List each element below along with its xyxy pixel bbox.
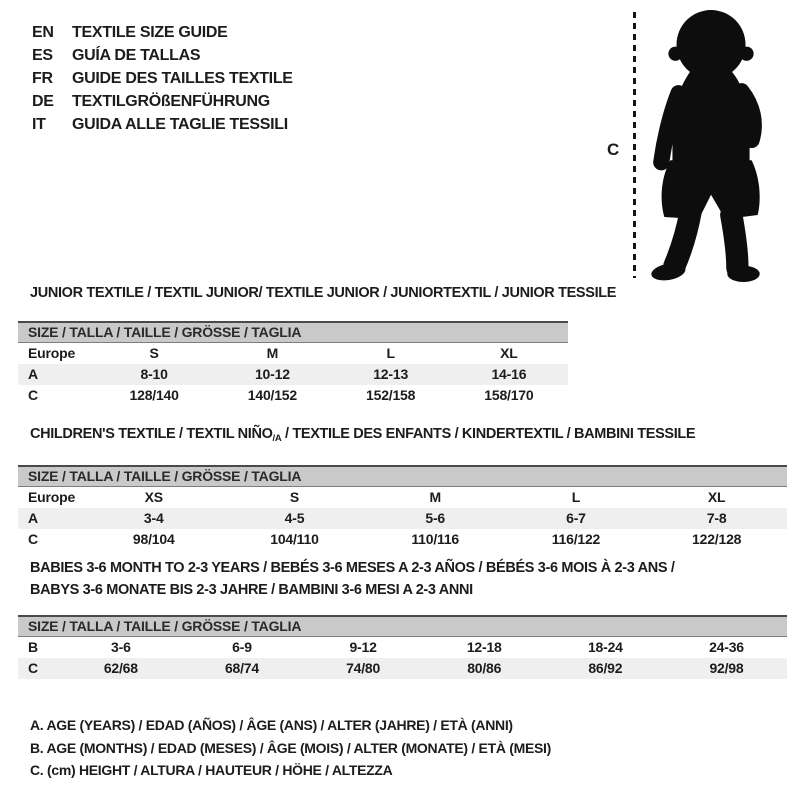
section-title-line	[30, 426, 800, 447]
language-row	[32, 44, 293, 67]
section-junior-textile	[0, 285, 800, 406]
table-row	[18, 385, 568, 406]
value-cell: 158/170	[484, 387, 534, 403]
table-row	[18, 343, 568, 364]
section-title-text: / TEXTILE DES ENFANTS / KINDERTEXTIL / BAMBINI TESSILE	[281, 426, 696, 442]
value-cell: 80/86	[467, 660, 502, 676]
table-rows	[18, 637, 787, 679]
height-dashed-line	[633, 12, 636, 278]
value-cell: 92/98	[709, 660, 744, 676]
section-title-line	[30, 557, 800, 579]
size-table	[18, 615, 787, 679]
language-title: TEXTILGRÖßENFÜHRUNG	[72, 93, 270, 110]
value-cell: 10-12	[254, 366, 290, 382]
value-cell: 104/110	[270, 531, 319, 547]
figure-height-label: C	[607, 140, 620, 159]
table-row	[18, 508, 787, 529]
value-cell: 86/92	[588, 660, 623, 676]
section-babies-textile	[0, 557, 800, 679]
value-cell: 12-18	[466, 639, 502, 655]
row-label-cell: C	[28, 531, 38, 547]
value-cell: XL	[707, 489, 726, 505]
size-header-bar: SIZE / TALLA / TAILLE / GRÖSSE / TAGLIA	[18, 321, 568, 343]
value-cell: 122/128	[692, 531, 742, 547]
value-cell: S	[289, 489, 300, 505]
language-title: GUÍA DE TALLAS	[72, 47, 201, 64]
table-row	[18, 529, 787, 550]
section-title-text: BABIES 3-6 MONTH TO 2-3 YEARS / BEBÉS 3-6 MESES A 2-3 AÑOS / BÉBÉS 3-6 MOIS À 2-3 ANS /	[30, 560, 675, 576]
row-label-cell: C	[28, 660, 38, 676]
value-cell: 68/74	[224, 660, 259, 676]
value-cell: 6-7	[566, 510, 586, 526]
footnote-line: B. AGE (MONTHS) / EDAD (MESES) / ÂGE (MOIS) / ALTER (MONATE) / ETÀ (MESI)	[30, 739, 551, 756]
value-cell: 24-36	[709, 639, 744, 655]
value-cell: 14-16	[491, 366, 527, 382]
value-cell: 98/104	[132, 531, 175, 547]
section-title-text: JUNIOR TEXTILE / TEXTIL JUNIOR/ TEXTILE JUNIOR / JUNIORTEXTIL / JUNIOR TESSILE	[30, 285, 617, 301]
value-cell: 9-12	[349, 639, 377, 655]
size-table	[18, 321, 568, 406]
value-cell: XS	[144, 489, 163, 505]
row-label-cell: C	[28, 387, 38, 403]
value-cell: 12-13	[373, 366, 409, 382]
value-cell: 5-6	[425, 510, 446, 526]
value-cell: 3-4	[143, 510, 164, 526]
row-label-cell: A	[28, 366, 38, 382]
value-cell: L	[386, 345, 395, 361]
footnote-line: C. (cm) HEIGHT / ALTURA / HAUTEUR / HÖHE / ALTEZZA	[30, 762, 393, 778]
language-title: GUIDE DES TAILLES TEXTILE	[72, 70, 293, 87]
size-header-bar: SIZE / TALLA / TAILLE / GRÖSSE / TAGLIA	[18, 465, 787, 487]
language-list	[32, 21, 293, 136]
value-cell: M	[266, 345, 279, 361]
section-childrens-textile	[0, 426, 800, 550]
value-cell: M	[429, 489, 441, 505]
table-rows	[18, 343, 568, 406]
language-code: EN	[32, 24, 54, 41]
section-title	[30, 285, 800, 302]
table-rows	[18, 487, 787, 550]
language-code: ES	[32, 47, 53, 64]
value-cell: 116/122	[551, 531, 601, 547]
language-title: TEXTILE SIZE GUIDE	[72, 24, 228, 41]
row-label-cell: B	[28, 639, 38, 655]
language-code: FR	[32, 70, 53, 87]
section-title-text: CHILDREN'S TEXTILE / TEXTIL NIÑO	[30, 426, 273, 442]
value-cell: L	[571, 489, 581, 505]
value-cell: 62/68	[103, 660, 138, 676]
language-row	[32, 113, 293, 136]
language-title: GUIDA ALLE TAGLIE TESSILI	[72, 116, 288, 133]
value-cell: 6-9	[232, 639, 252, 655]
table-row	[18, 487, 787, 508]
section-title	[30, 426, 800, 447]
value-cell: 3-6	[111, 639, 131, 655]
value-cell: 110/116	[411, 531, 460, 547]
row-label-cell: Europe	[28, 345, 76, 361]
table-row	[18, 658, 787, 679]
language-row	[32, 90, 293, 113]
table-row	[18, 364, 568, 385]
language-row	[32, 67, 293, 90]
value-cell: 140/152	[247, 387, 297, 403]
row-label-cell: Europe	[28, 489, 76, 505]
size-header-bar: SIZE / TALLA / TAILLE / GRÖSSE / TAGLIA	[18, 615, 787, 637]
value-cell: 152/158	[366, 387, 416, 403]
table-row	[18, 637, 787, 658]
section-title-line	[30, 579, 800, 601]
footnotes	[30, 714, 551, 782]
section-title-text: BABYS 3-6 MONATE BIS 2-3 JAHRE / BAMBINI 3-6 MESI A 2-3 ANNI	[30, 582, 473, 598]
value-cell: 128/140	[129, 387, 179, 403]
child-silhouette-icon	[644, 6, 776, 282]
size-table	[18, 465, 787, 550]
value-cell: S	[149, 345, 159, 361]
value-cell: 74/80	[346, 660, 381, 676]
language-row	[32, 21, 293, 44]
value-cell: 18-24	[587, 639, 623, 655]
language-code: IT	[32, 116, 46, 133]
row-label-cell: A	[28, 510, 38, 526]
value-cell: 8-10	[140, 366, 168, 382]
section-title-subscript: /A	[272, 433, 282, 444]
language-code: DE	[32, 93, 54, 110]
section-title-line	[30, 285, 800, 302]
value-cell: XL	[500, 345, 518, 361]
footnote-line: A. AGE (YEARS) / EDAD (AÑOS) / ÂGE (ANS) / ALTER (JAHRE) / ETÀ (ANNI)	[30, 717, 513, 733]
value-cell: 4-5	[284, 510, 305, 526]
figure-area	[600, 6, 796, 288]
value-cell: 7-8	[706, 510, 727, 526]
section-title	[30, 557, 800, 601]
